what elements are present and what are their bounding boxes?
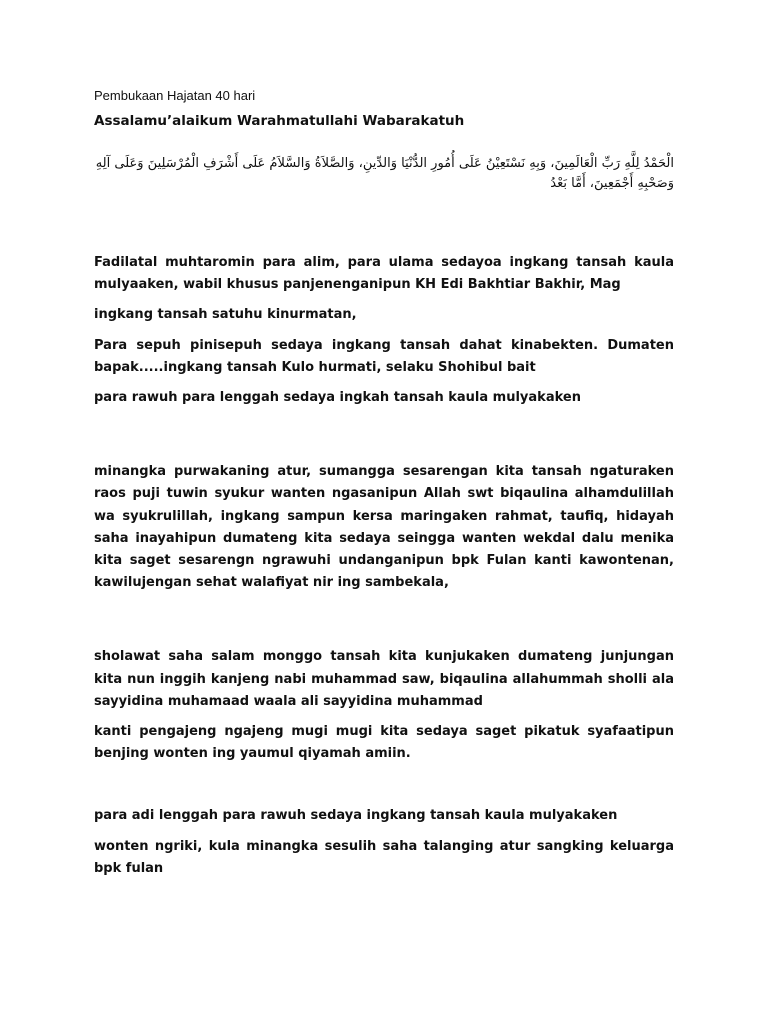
paragraph: kanti pengajeng ngajeng mugi mugi kita sedaya saget pikatuk syafaatipun benjing wonten ing yaumul qiyamah amiin. (94, 724, 674, 762)
document-title: Pembukaan Hajatan 40 hari (94, 88, 256, 103)
paragraph: para adi lenggah para rawuh sedaya ingkang tansah kaula mulyakaken (94, 808, 618, 824)
paragraph: para rawuh para lenggah sedaya ingkah tansah kaula mulyakaken (94, 390, 581, 406)
arabic-opening: الْحَمْدُ لِلَّهِ رَبِّ الْعَالَمِينَ، وَبِهِ نَسْتَعِيْنُ عَلَى أُمُورِ الدُّنْيَا وَالدِّينِ، وَالصَّلاَةُ وَالسَّلاَمُ عَلَى أَشْرَفِ الْمُرْسَلِينَ وَعَلَى آلِهِ وَصَحْبِهِ أَجْمَعِينَ، أَمَّا بَعْدُ (95, 156, 674, 191)
paragraph: ingkang tansah satuhu kinurmatan, (94, 307, 357, 323)
paragraph: Para sepuh pinisepuh sedaya ingkang tansah dahat kinabekten. Dumaten bapak.....ingkang tansah Kulo hurmati, selaku Shohibul bait (94, 337, 674, 375)
greeting-line: Assalamu’alaikum Warahmatullahi Wabarakatuh (94, 113, 465, 129)
document-page (94, 86, 674, 880)
paragraph: sholawat saha salam monggo tansah kita kunjukaken dumateng junjungan kita nun inggih kanjeng nabi muhammad saw, biqaulina allahummah sholli ala sayyidina muhamaad waala ali sayyidina muhammad (94, 649, 674, 709)
paragraph: minangka purwakaning atur, sumangga sesarengan kita tansah ngaturaken raos puji tuwin syukur wanten ngasanipun Allah swt biqaulina alhamdulillah wa syukrulillah, ingkang sampun kersa maringaken rahmat, taufiq, hidayah saha inayahipun dumateng kita sedaya seingga wanten wekdal dalu menika kita saget sesarengn ngrawuhi undanganipun bpk Fulan kanti kawontenan, kawilujengan sehat walafiyat nir ing sambekala, (94, 464, 674, 591)
paragraph: wonten ngriki, kula minangka sesulih saha talanging atur sangking keluarga bpk fulan (94, 838, 674, 876)
paragraph: Fadilatal muhtaromin para alim, para ulama sedayoa ingkang tansah kaula mulyaaken, wabil khusus panjenenganipun KH Edi Bakhtiar Bakhir, Mag (94, 255, 674, 293)
